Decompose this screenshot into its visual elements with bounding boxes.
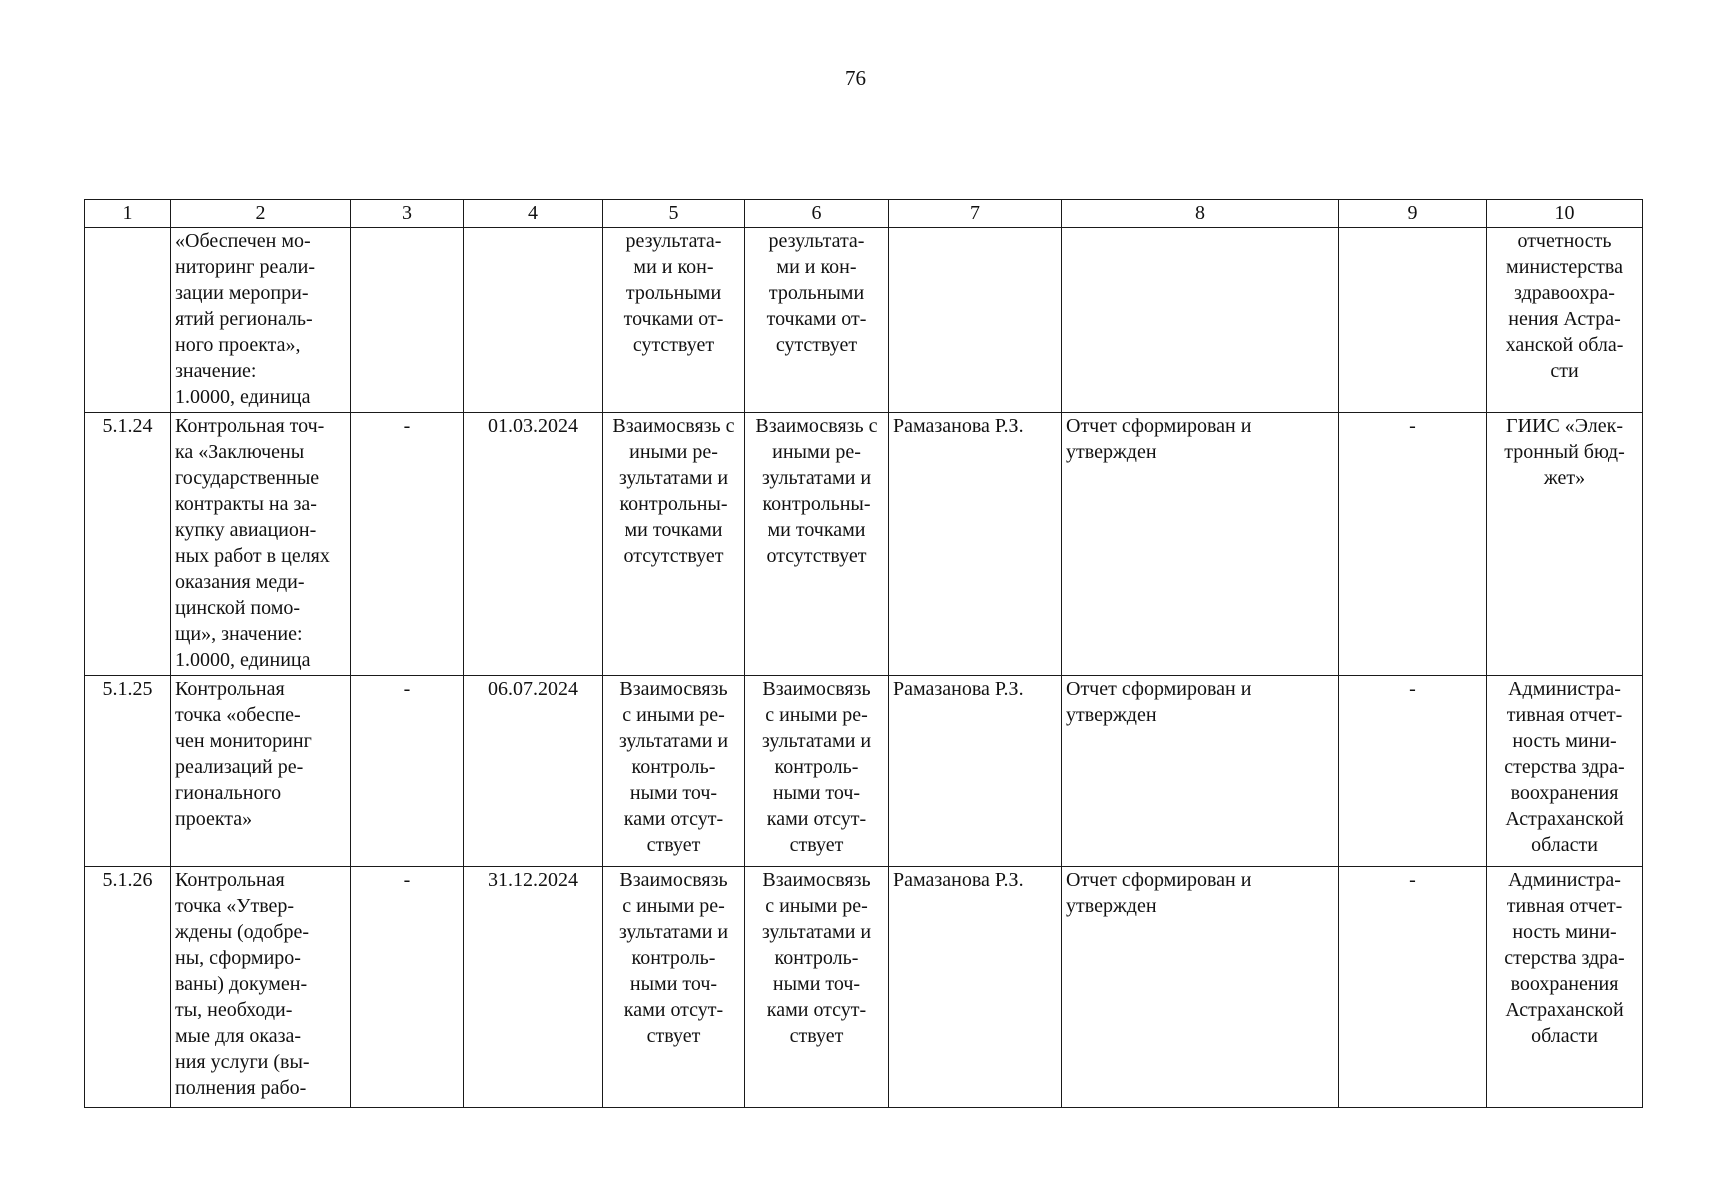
column-header: 6 [745,200,889,228]
relation-previous: результата- ми и кон- трольными точками от- сутствует [603,228,745,413]
relation-next: Взаимосвязь с иными ре- зультатами и контроль- ными точ- ками отсут- ствует [745,676,889,867]
relation-next: результата- ми и кон- трольными точками от- сутствует [745,228,889,413]
relation-previous: Взаимосвязь с иными ре- зультатами и контроль- ными точ- ками отсут- ствует [603,867,745,1108]
control-point-name: Контрольная точ- ка «Заключены государственные контракты на за- купку авиацион- ных работ в целях оказания меди- цинской помо- щи», значение: 1.0000, единица [171,413,351,676]
column-header: 8 [1062,200,1339,228]
column-3-value: - [351,413,464,676]
column-3-value: - [351,867,464,1108]
column-header: 9 [1339,200,1487,228]
due-date: 06.07.2024 [464,676,603,867]
control-points-table [84,199,1643,1108]
information-source: Администра- тивная отчет- ность мини- стерства здра- воохранения Астраханской области [1487,676,1643,867]
table-row [85,413,1643,676]
column-header: 3 [351,200,464,228]
result-description: Отчет сформирован и утвержден [1062,413,1339,676]
relation-next: Взаимосвязь с иными ре- зультатами и контрольны- ми точками отсутствует [745,413,889,676]
result-description: Отчет сформирован и утвержден [1062,676,1339,867]
relation-previous: Взаимосвязь с иными ре- зультатами и контрольны- ми точками отсутствует [603,413,745,676]
column-header: 7 [889,200,1062,228]
result-description: Отчет сформирован и утвержден [1062,867,1339,1108]
control-point-name: «Обеспечен мо- ниторинг реали- зации меропри- ятий региональ- ного проекта», значение: 1.0000, единица [171,228,351,413]
table-row [85,676,1643,867]
due-date: 31.12.2024 [464,867,603,1108]
responsible-person: Рамазанова Р.З. [889,676,1062,867]
control-point-name: Контрольная точка «Утвер- ждены (одобре- ны, сформиро- ваны) докумен- ты, необходи- мые для оказа- ния услуги (вы- полнения рабо- [171,867,351,1108]
column-3-value: - [351,676,464,867]
due-date: 01.03.2024 [464,413,603,676]
table-row [85,867,1643,1108]
column-9-value: - [1339,413,1487,676]
header-row [85,200,1643,228]
relation-next: Взаимосвязь с иными ре- зультатами и контроль- ными точ- ками отсут- ствует [745,867,889,1108]
responsible-person [889,228,1062,413]
row-number: 5.1.24 [85,413,171,676]
result-description [1062,228,1339,413]
responsible-person: Рамазанова Р.З. [889,867,1062,1108]
column-9-value: - [1339,676,1487,867]
column-header: 4 [464,200,603,228]
information-source: отчетность министерства здравоохра- нения Астра- ханской обла- сти [1487,228,1643,413]
relation-previous: Взаимосвязь с иными ре- зультатами и контроль- ными точ- ками отсут- ствует [603,676,745,867]
responsible-person: Рамазанова Р.З. [889,413,1062,676]
column-9-value [1339,228,1487,413]
control-point-name: Контрольная точка «обеспе- чен мониторинг реализаций ре- гионального проекта» [171,676,351,867]
column-header: 10 [1487,200,1643,228]
column-header: 2 [171,200,351,228]
row-number [85,228,171,413]
column-header: 1 [85,200,171,228]
column-9-value: - [1339,867,1487,1108]
information-source: Администра- тивная отчет- ность мини- стерства здра- воохранения Астраханской области [1487,867,1643,1108]
row-number: 5.1.26 [85,867,171,1108]
column-header: 5 [603,200,745,228]
information-source: ГИИС «Элек- тронный бюд- жет» [1487,413,1643,676]
row-number: 5.1.25 [85,676,171,867]
page-number: 76 [845,66,866,90]
due-date [464,228,603,413]
column-3-value [351,228,464,413]
table-row [85,228,1643,413]
